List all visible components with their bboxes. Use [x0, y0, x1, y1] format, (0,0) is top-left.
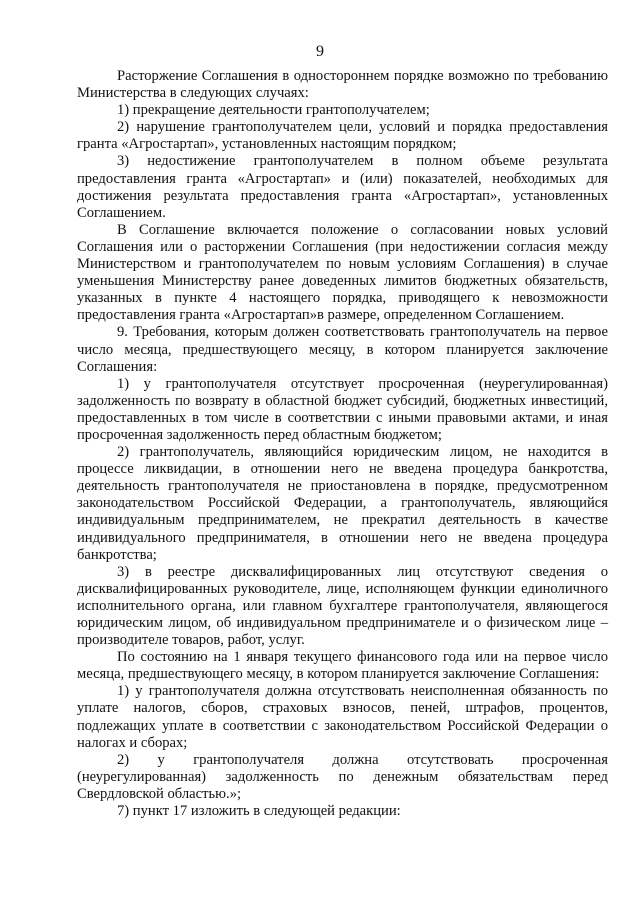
paragraph-requirement-1: 1) у грантополучателя отсутствует просроченная (неурегулированная) задолженность по возврату в областной бюджет субсидий, бюджетных инвестиций, предоставленных в том числе в соответствии с иными правовыми актами, и иная просроченная задолженность перед областным бюджетом;: [77, 375, 608, 443]
paragraph-requirement-2: 2) грантополучатель, являющийся юридическим лицом, не находится в процессе ликвидации, в отношении него не введена процедура банкротства, деятельность грантополучателя не приостановлена в порядке, предусмотренном законодательством Российской Федерации, а грантополучатель, являющийся индивидуальным предпринимателем, не прекратил деятельность в качестве индивидуального предпринимателя, в отношении него не введена процедура банкротства;: [77, 444, 608, 563]
paragraph-new-conditions: В Соглашение включается положение о согласовании новых условий Соглашения или о расторжении Соглашения (при недостижении согласия между Министерством и грантополучателем по новым условиям Соглашения) в случае уменьшения Министерству ранее доведенных лимитов бюджетных обязательств, указанных в пункте 4 настоящего порядка, приводящего к невозможности предоставления гранта «Агростартап»в размере, определенном Соглашением.: [77, 221, 608, 324]
paragraph-requirements-heading: 9. Требования, которым должен соответствовать грантополучатель на первое число месяца, предшествующего месяцу, в котором планируется заключение Соглашения:: [77, 324, 608, 375]
paragraph-termination-case-3: 3) недостижение грантополучателем в полном объеме результата предоставления гранта «Агростартап» и (или) показателей, необходимых для достижения результата предоставления гранта «Агростартап», установленных Соглашением.: [77, 153, 608, 221]
paragraph-tax-obligation: 1) у грантополучателя должна отсутствовать неисполненная обязанность по уплате налогов, сборов, страховых взносов, пеней, штрафов, процентов, подлежащих уплате в соответствии с законодательством Российской Федерации о налогах и сборах;: [77, 683, 608, 751]
page-number: 9: [316, 43, 324, 60]
paragraph-termination-case-1: 1) прекращение деятельности грантополучателем;: [117, 102, 430, 119]
document-body: [77, 68, 608, 820]
paragraph-termination-case-2: 2) нарушение грантополучателем цели, условий и порядка предоставления гранта «Агростартап», установленных настоящим порядком;: [77, 119, 608, 153]
paragraph-termination-intro: Расторжение Соглашения в одностороннем порядке возможно по требованию Министерства в следующих случаях:: [77, 68, 608, 102]
paragraph-amendment-item-7: 7) пункт 17 изложить в следующей редакции:: [117, 803, 401, 820]
paragraph-as-of-date: По состоянию на 1 января текущего финансового года или на первое число месяца, предшествующего месяцу, в котором планируется заключение Соглашения:: [77, 649, 608, 683]
paragraph-requirement-3: 3) в реестре дисквалифицированных лиц отсутствуют сведения о дисквалифицированных руководителе, лице, исполняющем функции единоличного исполнительного органа, или главном бухгалтере грантополучателя, являющегося юридическим лицом, об индивидуальном предпринимателе и о физическом лице – производителе товаров, работ, услуг.: [77, 563, 608, 649]
paragraph-debt-obligation: 2) у грантополучателя должна отсутствовать просроченная (неурегулированная) задолженность по денежным обязательствам перед Свердловской областью.»;: [77, 751, 608, 802]
